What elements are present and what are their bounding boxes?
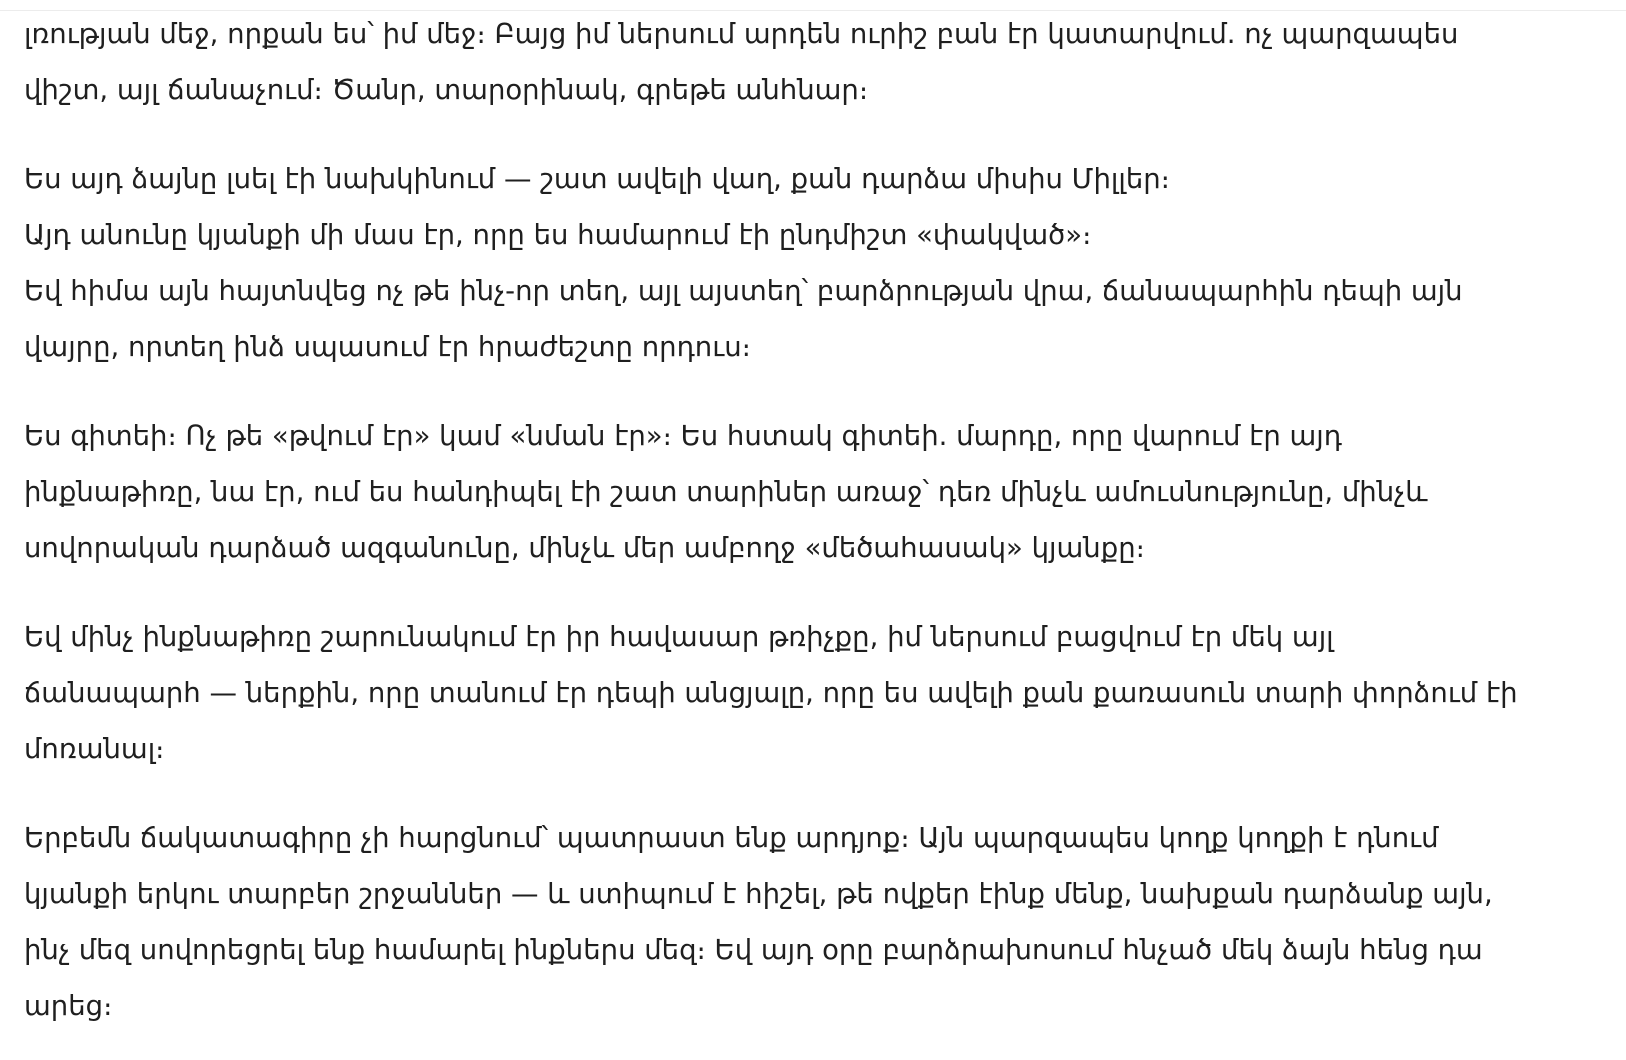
text-line: արեց։ <box>24 990 113 1022</box>
text-line: ինչ մեզ սովորեցրել ենք համարել ինքներս մեզ։ Եվ այդ օրը բարձրախոսում հնչած մեկ ձայն հենց դա <box>24 934 1483 966</box>
article-body <box>24 6 1594 1060</box>
text-line: կյանքի երկու տարբեր շրջաններ — և ստիպում է հիշել, թե ովքեր էինք մենք, նախքան դարձանք այն, <box>24 878 1493 910</box>
paragraph-5 <box>24 810 1594 1034</box>
paragraph-2 <box>24 151 1594 375</box>
text-line: լռության մեջ, որքան ես՝ իմ մեջ։ Բայց իմ ներսում արդեն ուրիշ բան էր կատարվում. ոչ պարզապես <box>24 18 1459 50</box>
text-line: Երբեմն ճակատագիրը չի հարցնում՝ պատրաստ ենք արդյոք։ Այն պարզապես կողք կողքի է դնում <box>24 822 1439 854</box>
text-line: սովորական դարձած ազգանունը, մինչև մեր ամբողջ «մեծահասակ» կյանքը։ <box>24 532 1145 564</box>
paragraph-1 <box>24 6 1594 118</box>
text-line: վիշտ, այլ ճանաչում։ Ծանր, տարօրինակ, գրեթե անհնար։ <box>24 74 869 106</box>
text-line: Եվ հիմա այն հայտնվեց ոչ թե ինչ-որ տեղ, այլ այստեղ՝ բարձրության վրա, ճանապարհին դեպի այն <box>24 275 1463 307</box>
text-line: վայրը, որտեղ ինձ սպասում էր հրաժեշտը որդուս։ <box>24 331 751 363</box>
text-line: Ես գիտեի։ Ոչ թե «թվում էր» կամ «նման էր»։ Ես հստակ գիտեի. մարդը, որը վարում էր այդ <box>24 420 1342 452</box>
text-line: Այդ անունը կյանքի մի մաս էր, որը ես համարում էի ընդմիշտ «փակված»։ <box>24 219 1092 251</box>
paragraph-3 <box>24 408 1594 576</box>
text-line: մոռանալ։ <box>24 733 165 765</box>
paragraph-4 <box>24 609 1594 777</box>
text-line: ինքնաթիռը, նա էր, ում ես հանդիպել էի շատ տարիներ առաջ՝ դեռ մինչև ամուսնությունը, մինչև <box>24 476 1428 508</box>
text-line: ճանապարհ — ներքին, որը տանում էր դեպի անցյալը, որը ես ավելի քան քառասուն տարի փորձում էի <box>24 677 1518 709</box>
text-line: Եվ մինչ ինքնաթիռը շարունակում էր իր հավասար թռիչքը, իմ ներսում բացվում էր մեկ այլ <box>24 621 1334 653</box>
text-line: Ես այդ ձայնը լսել էի նախկինում — շատ ավելի վաղ, քան դարձա միսիս Միլլեր։ <box>24 163 1170 195</box>
